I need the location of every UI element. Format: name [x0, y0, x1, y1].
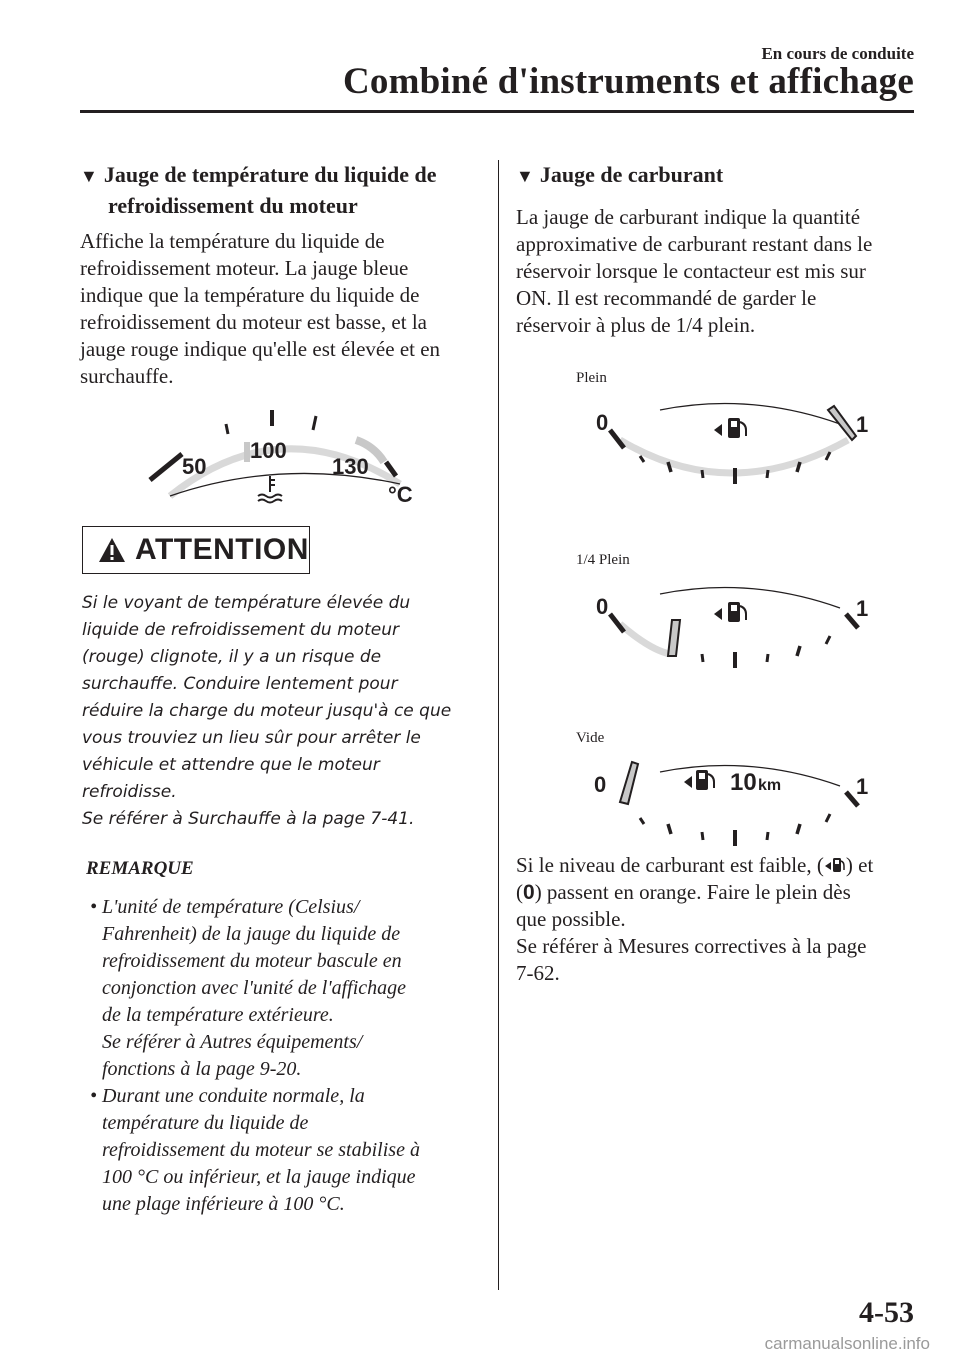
temp-section-title: ▼ Jauge de température du liquide de refroidissement du moteur [80, 162, 437, 218]
note-title: REMARQUE [86, 858, 194, 879]
fuel-description: La jauge de carburant indique la quantité approximative de carburant restant dans le réservoir lorsque le contacteur est mis sur ON. Il est recommandé de garder le réservoir à plus de 1/4 plein. [516, 205, 873, 337]
note-item: • L'unité de température (Celsius/ Fahrenheit) de la jauge du liquide de refroidissement du moteur bascule en conjonction avec l'unité de l'affichage de la température extérieure. Se référer à Autres équipements/ fonctions à la page 9-20. [90, 896, 407, 1080]
fuel-gauge-empty [590, 758, 880, 858]
temp-unit-label: °C [388, 482, 413, 507]
fuel-gauge-full [590, 396, 880, 496]
fuel-tick [640, 456, 644, 462]
section-label: En cours de conduite [761, 44, 914, 63]
fuel-pump-icon [824, 856, 846, 874]
fuel-tick [702, 832, 703, 840]
temp-label-100: 100 [250, 438, 287, 463]
temp-tick [313, 416, 316, 430]
fuel-label-1: 1 [856, 596, 869, 621]
warning-triangle-icon [97, 536, 127, 564]
fuel-tick [702, 470, 703, 478]
attention-banner [82, 526, 310, 574]
fuel-tick [668, 824, 671, 834]
coolant-thermometer-icon [258, 476, 282, 503]
fuel-gauge-inner-arc [660, 404, 840, 424]
fuel-tick [826, 636, 830, 644]
coolant-temp-gauge [130, 398, 430, 510]
page-number: 4-53 [859, 1296, 914, 1329]
fuel-needle [668, 620, 680, 656]
fuel-tick [797, 646, 800, 656]
temp-cold-mark [150, 454, 182, 480]
fuel-tick [767, 654, 768, 662]
column-divider [498, 160, 499, 1290]
fuel-label-0: 0 [594, 772, 607, 797]
note-item: • Durant une conduite normale, la température du liquide de refroidissement du moteur se stabilise à 100 °C ou inférieur, et la jauge indique une plage inférieure à 100 °C. [90, 1085, 420, 1215]
fuel-label-0: 0 [596, 410, 609, 435]
temp-description: Affiche la température du liquide de refroidissement moteur. La jauge bleue indique que la température du liquide de refroidissement du moteur est basse, et la jauge rouge indique qu'elle est élevée et en surchauffe. [80, 229, 441, 388]
gauge-caption-full: Plein [576, 370, 607, 386]
low-fuel-text: Si le niveau de carburant est faible, ( ) et (0) passent en orange. Faire le plein dès que possible. Se référer à Mesures correctives à la page 7-62. [516, 853, 874, 985]
fuel-tick [640, 818, 644, 824]
fuel-tick [767, 832, 768, 840]
range-unit: km [758, 777, 782, 794]
bullet-dot: • [90, 896, 98, 918]
triangle-bullet-icon: ▼ [80, 166, 98, 186]
triangle-bullet-icon: ▼ [516, 166, 534, 186]
gauge-caption-empty: Vide [576, 730, 605, 746]
fuel-needle [828, 406, 856, 440]
temp-tick [226, 424, 228, 434]
fuel-label-1: 1 [856, 774, 869, 799]
fuel-gauge-track [620, 624, 670, 654]
fuel-label-0: 0 [596, 594, 609, 619]
fuel-gauge-inner-arc [660, 588, 840, 608]
fuel-pump-icon [684, 770, 714, 790]
note-list [90, 894, 490, 1218]
fuel-tick [767, 470, 768, 478]
fuel-pump-icon [714, 602, 746, 622]
attention-label: ATTENTION [135, 533, 309, 566]
bullet-dot: • [90, 1085, 98, 1107]
temp-label-130: 130 [332, 454, 369, 479]
fuel-tick [797, 824, 800, 834]
fuel-tick [702, 654, 703, 662]
fuel-pump-icon [714, 418, 746, 438]
fuel-label-1: 1 [856, 412, 869, 437]
page-title: Combiné d'instruments et affichage [342, 61, 914, 102]
watermark: carmanualsonline.info [764, 1334, 930, 1353]
fuel-needle [620, 762, 638, 804]
temp-label-50: 50 [182, 454, 207, 479]
fuel-tick [826, 814, 830, 822]
gauge-caption-quarter: 1/4 Plein [576, 552, 630, 568]
fuel-section-title: ▼ Jauge de carburant [516, 162, 724, 187]
range-value: 10 [730, 769, 757, 796]
header-rule [80, 110, 914, 113]
fuel-gauge-quarter [590, 580, 880, 680]
attention-text: Si le voyant de température élevée du liquide de refroidissement du moteur (rouge) clignote, il y a un risque de surchauffe. Conduire lentement pour réduire la charge du moteur jusqu'à ce que vous trouviez un lieu sûr pour arrêter le véhicule et attendre que le moteur refroidisse. Se référer à Surchauffe à la page 7-41. [82, 593, 452, 829]
